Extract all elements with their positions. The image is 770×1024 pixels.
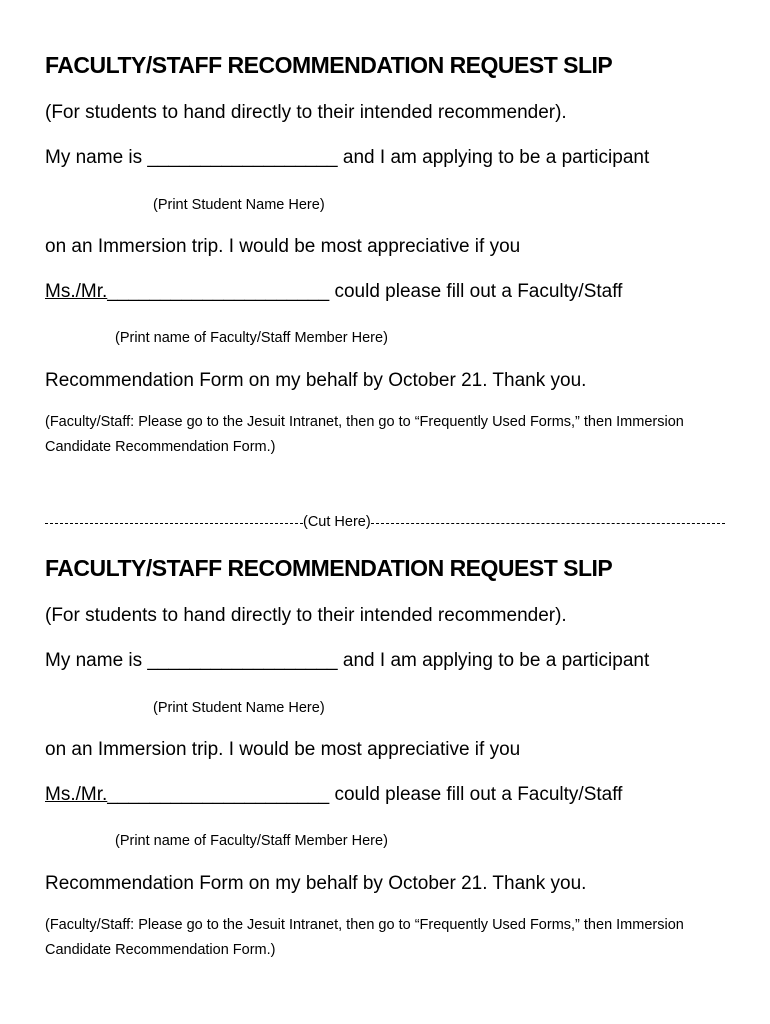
name-suffix: and I am applying to be a participant xyxy=(342,650,650,671)
name-prefix: My name is xyxy=(45,147,143,168)
slip-title: FACULTY/STAFF RECOMMENDATION REQUEST SLIP xyxy=(45,555,613,581)
faculty-note: (Faculty/Staff: Please go to the Jesuit Intranet, then go to “Frequently Used Forms,” then Immersion Candidate Recommendation Form.) xyxy=(45,917,684,958)
name-suffix: and I am applying to be a participant xyxy=(342,147,650,168)
student-name-line xyxy=(45,650,649,672)
recommendation-line: Recommendation Form on my behalf by October 21. Thank you. xyxy=(45,370,587,391)
recommendation-line: Recommendation Form on my behalf by October 21. Thank you. xyxy=(45,873,587,894)
recommender-name-hint: (Print name of Faculty/Staff Member Here) xyxy=(115,330,388,346)
slip-title: FACULTY/STAFF RECOMMENDATION REQUEST SLIP xyxy=(45,52,613,78)
name-prefix: My name is xyxy=(45,650,143,671)
trip-line: on an Immersion trip. I would be most appreciative if you xyxy=(45,739,521,760)
slip-intro: (For students to hand directly to their intended recommender). xyxy=(45,102,567,123)
recommender-name-blank[interactable]: _____________________ xyxy=(107,784,330,805)
cut-dash-right xyxy=(371,523,725,524)
student-name-hint: (Print Student Name Here) xyxy=(153,197,325,213)
recommender-suffix: could please fill out a Faculty/Staff xyxy=(334,281,623,302)
recommender-suffix: could please fill out a Faculty/Staff xyxy=(334,784,623,805)
recommender-name-hint: (Print name of Faculty/Staff Member Here) xyxy=(115,833,388,849)
student-name-blank[interactable]: __________________ xyxy=(147,147,338,168)
trip-line: on an Immersion trip. I would be most appreciative if you xyxy=(45,236,521,257)
slip-intro: (For students to hand directly to their intended recommender). xyxy=(45,605,567,626)
recommender-line xyxy=(45,784,622,806)
recommender-name-blank[interactable]: _____________________ xyxy=(107,281,330,302)
cut-dash-left xyxy=(45,523,303,524)
cut-label: (Cut Here) xyxy=(303,514,371,530)
recommender-label: Ms./Mr. xyxy=(45,281,108,302)
student-name-line xyxy=(45,147,649,169)
faculty-note: (Faculty/Staff: Please go to the Jesuit Intranet, then go to “Frequently Used Forms,” then Immersion Candidate Recommendation Form.) xyxy=(45,414,684,455)
recommender-label: Ms./Mr. xyxy=(45,784,108,805)
cut-line xyxy=(45,514,725,530)
recommender-line xyxy=(45,281,622,303)
student-name-hint: (Print Student Name Here) xyxy=(153,700,325,716)
student-name-blank[interactable]: __________________ xyxy=(147,650,338,671)
